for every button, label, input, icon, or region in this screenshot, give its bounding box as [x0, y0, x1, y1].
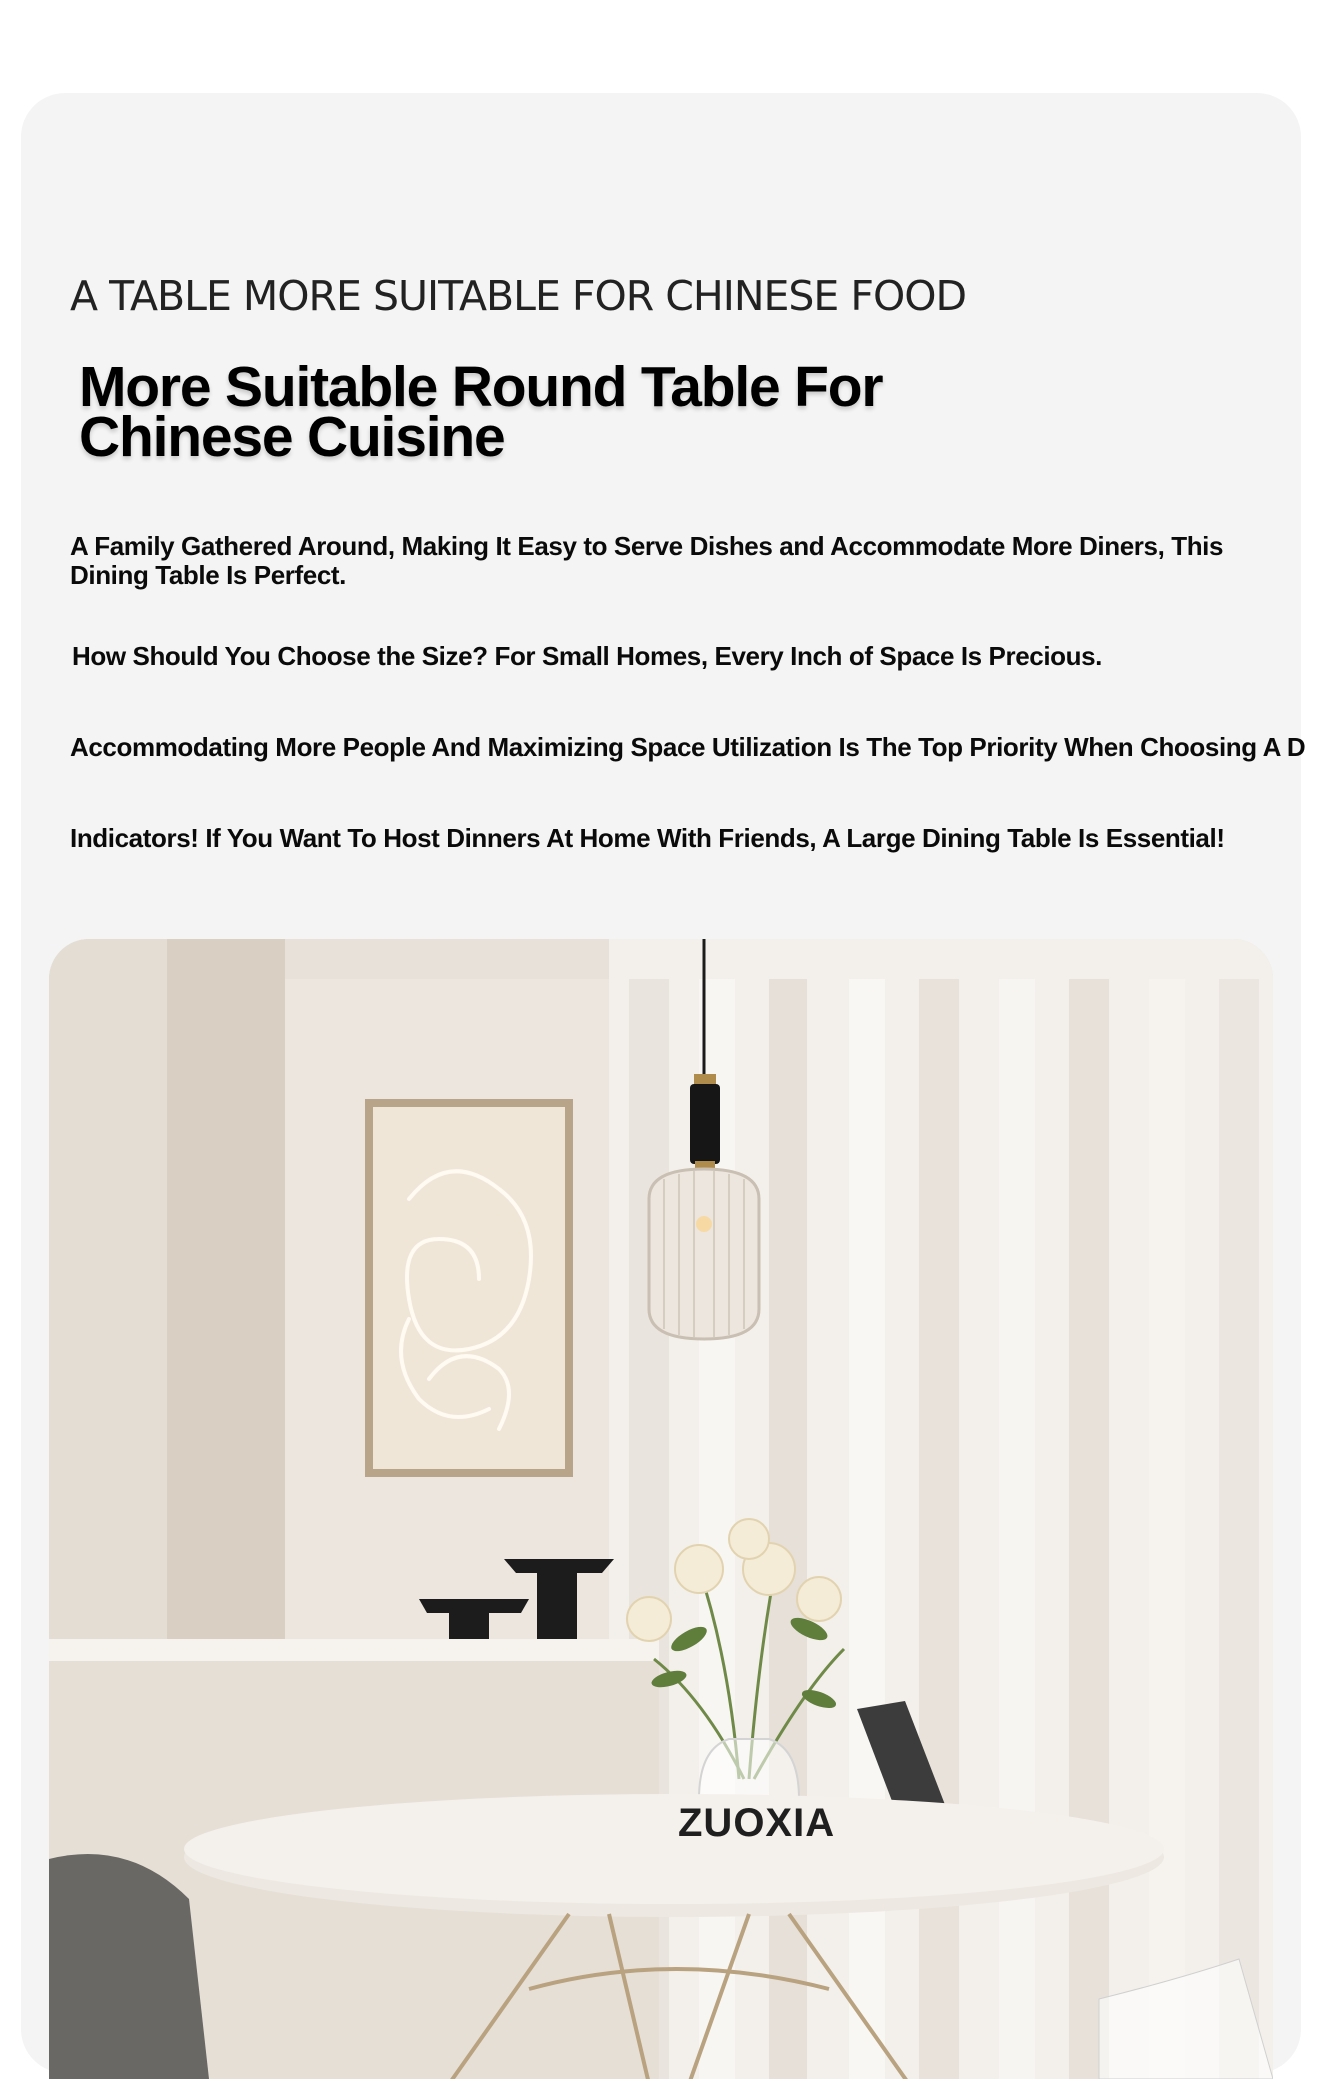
- description-line-2: How Should You Choose the Size? For Small Homes, Every Inch of Space Is Precious.: [72, 641, 1102, 671]
- product-photo: [49, 939, 1273, 2079]
- description-line-3: Accommodating More People And Maximizing Space Utilization Is The Top Priority When Choosing A D: [70, 732, 1306, 762]
- page-title: More Suitable Round Table For Chinese Cuisine: [79, 355, 883, 469]
- framed-line-art-icon: [365, 1099, 573, 1477]
- description-line-1: A Family Gathered Around, Making It Easy to Serve Dishes and Accommodate More Diners, This Dining Table Is Perfect.: [70, 531, 1224, 590]
- description-line-4: Indicators! If You Want To Host Dinners At Home With Friends, A Large Dining Table Is Essential!: [70, 823, 1225, 853]
- brand-watermark: ZUOXIA: [678, 1801, 836, 1845]
- section-eyebrow: A TABLE MORE SUITABLE FOR CHINESE FOOD: [70, 272, 967, 320]
- wall-column: [167, 939, 285, 1639]
